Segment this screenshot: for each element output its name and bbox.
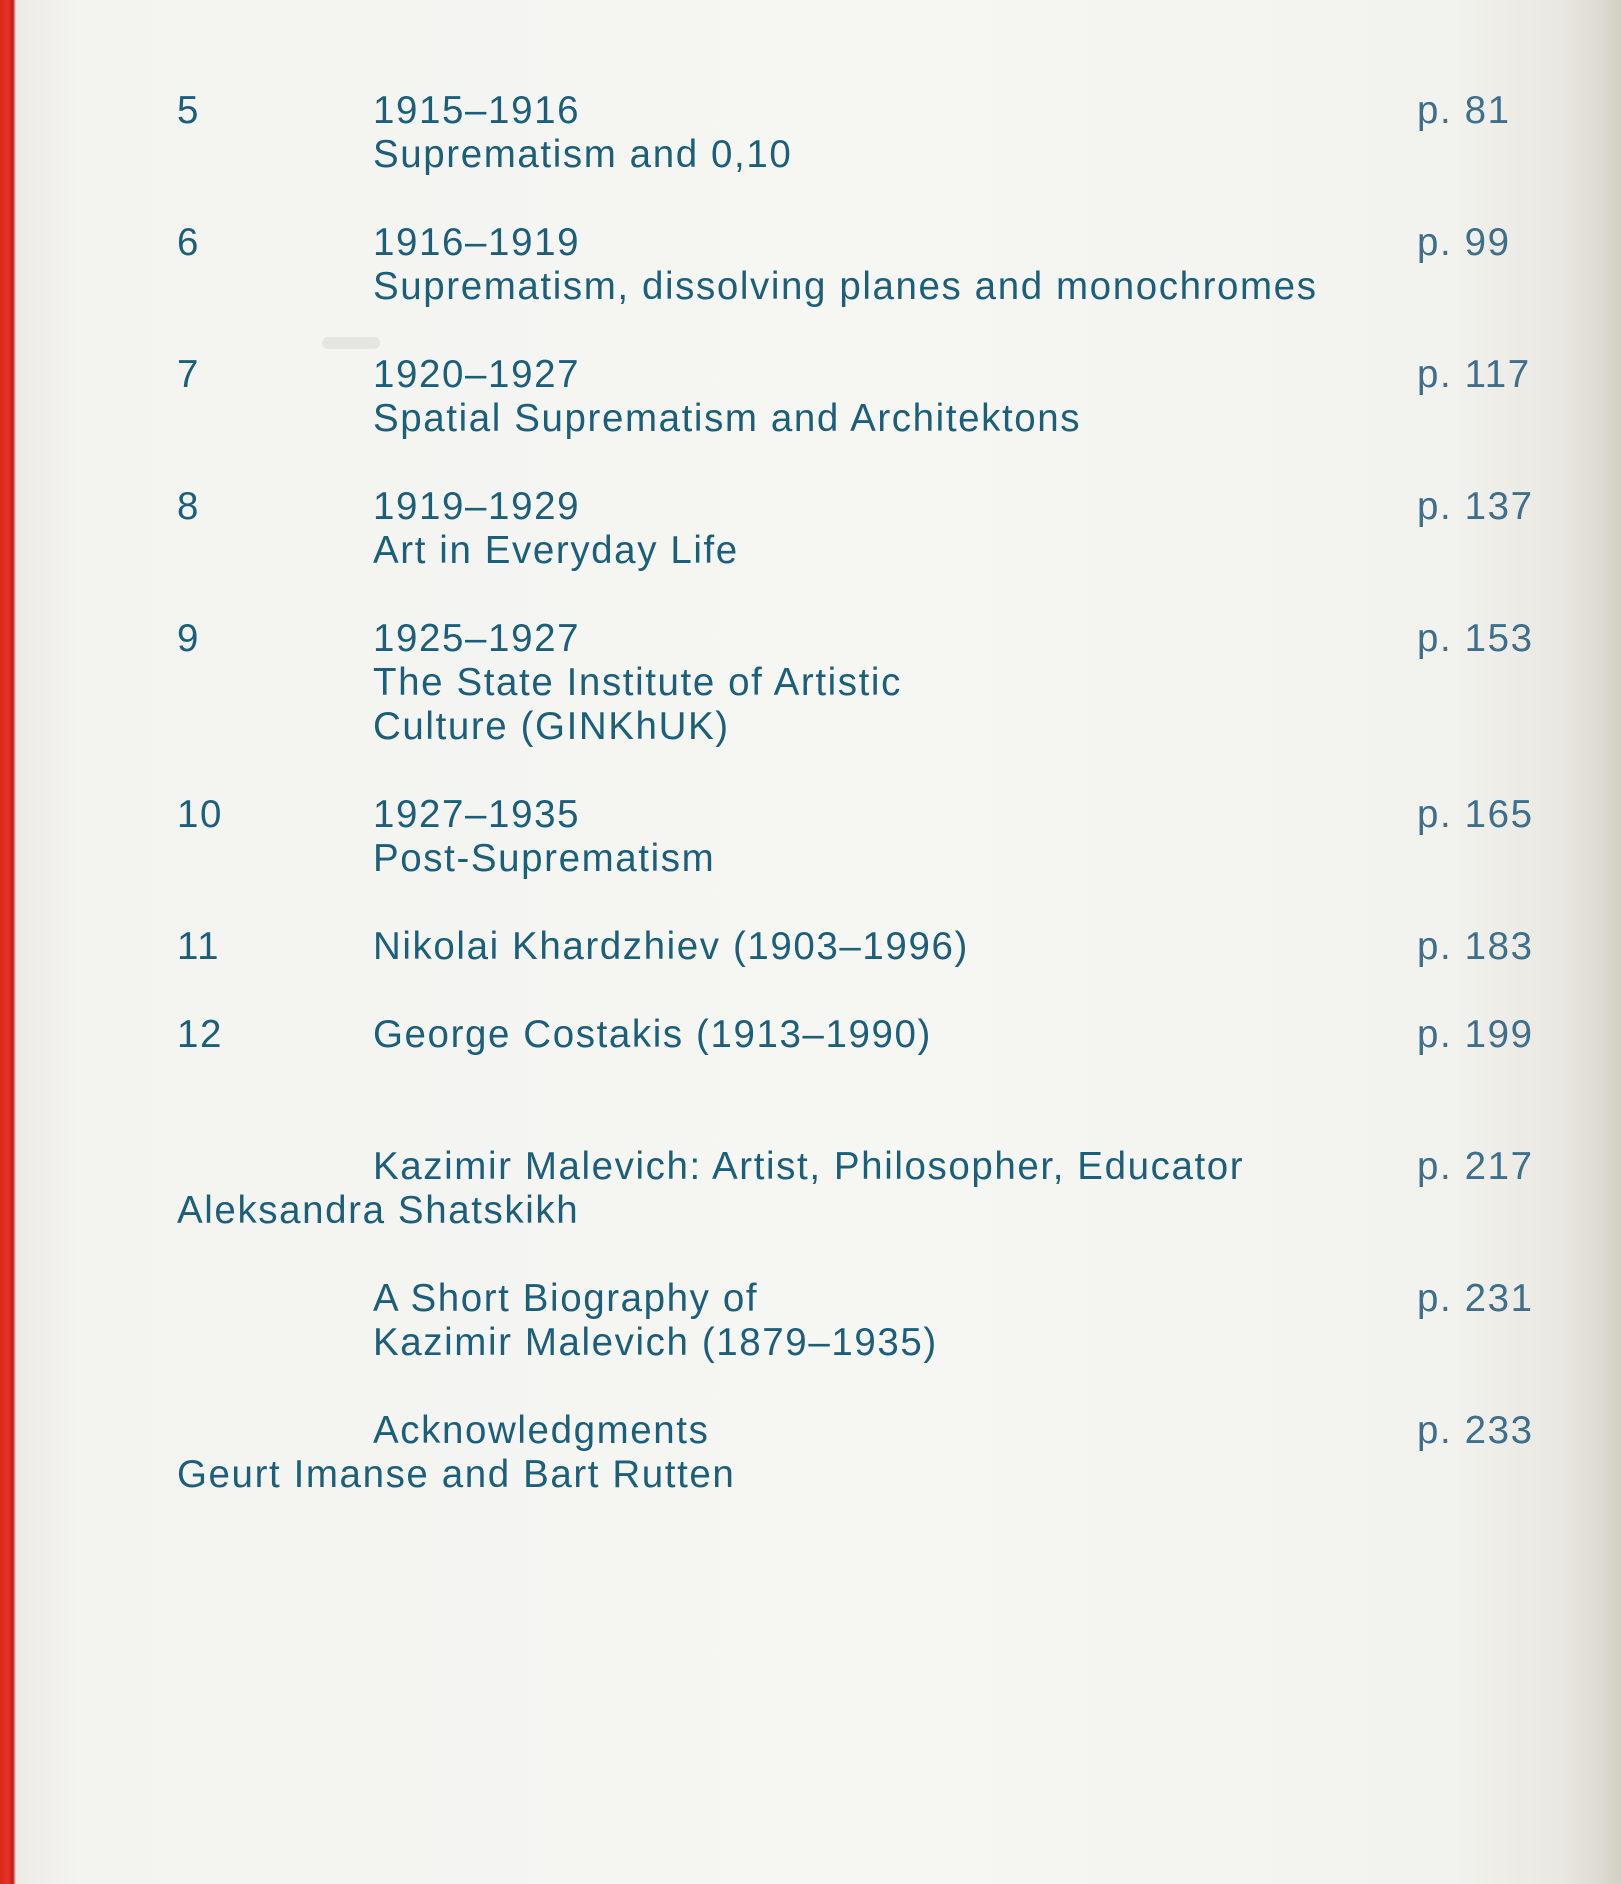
entry-page: p. 153 (1417, 617, 1534, 660)
entry-number: 5 (177, 89, 201, 132)
entry-page: p. 183 (1417, 925, 1534, 968)
entry-number: 11 (177, 925, 221, 968)
entry-years: 1925–1927 (373, 617, 581, 660)
entry-title: Post-Suprematism (373, 837, 716, 880)
entry-years: 1920–1927 (373, 353, 581, 396)
entry-page: p. 99 (1417, 221, 1511, 264)
entry-years: 1916–1919 (373, 221, 581, 264)
entry-number: 6 (177, 221, 201, 264)
entry-page: p. 199 (1417, 1013, 1534, 1056)
entry-page: p. 117 (1417, 353, 1531, 396)
entry-number: 12 (177, 1013, 224, 1056)
scan-speck (322, 337, 380, 349)
entry-title-continued: Culture (GINKhUK) (373, 705, 730, 748)
essay-title: A Short Biography of (373, 1277, 759, 1320)
entry-title: Nikolai Khardzhiev (1903–1996) (373, 925, 969, 968)
essay-title-continued: Kazimir Malevich (1879–1935) (373, 1321, 938, 1364)
entry-number: 10 (177, 793, 224, 836)
entry-years: 1915–1916 (373, 89, 581, 132)
entry-years: 1927–1935 (373, 793, 581, 836)
entry-title: Spatial Suprematism and Architektons (373, 397, 1082, 440)
entry-title: Suprematism and 0,10 (373, 133, 793, 176)
entry-number: 9 (177, 617, 201, 660)
entry-title: The State Institute of Artistic (373, 661, 902, 704)
essay-author: Aleksandra Shatskikh (177, 1189, 580, 1232)
entry-title: George Costakis (1913–1990) (373, 1013, 932, 1056)
essay-title: Kazimir Malevich: Artist, Philosopher, Educator (373, 1145, 1245, 1188)
entry-page: p. 165 (1417, 793, 1534, 836)
entry-title: Art in Everyday Life (373, 529, 739, 572)
entry-page: p. 137 (1417, 485, 1534, 528)
entry-years: 1919–1929 (373, 485, 581, 528)
entry-page: p. 81 (1417, 89, 1511, 132)
essay-page: p. 217 (1417, 1145, 1534, 1188)
essay-page: p. 233 (1417, 1409, 1534, 1452)
entry-number: 7 (177, 353, 201, 396)
essay-page: p. 231 (1417, 1277, 1534, 1320)
entry-number: 8 (177, 485, 201, 528)
essay-title: Acknowledgments (373, 1409, 710, 1452)
entry-title: Suprematism, dissolving planes and monochromes (373, 265, 1318, 308)
essay-author: Geurt Imanse and Bart Rutten (177, 1453, 736, 1496)
